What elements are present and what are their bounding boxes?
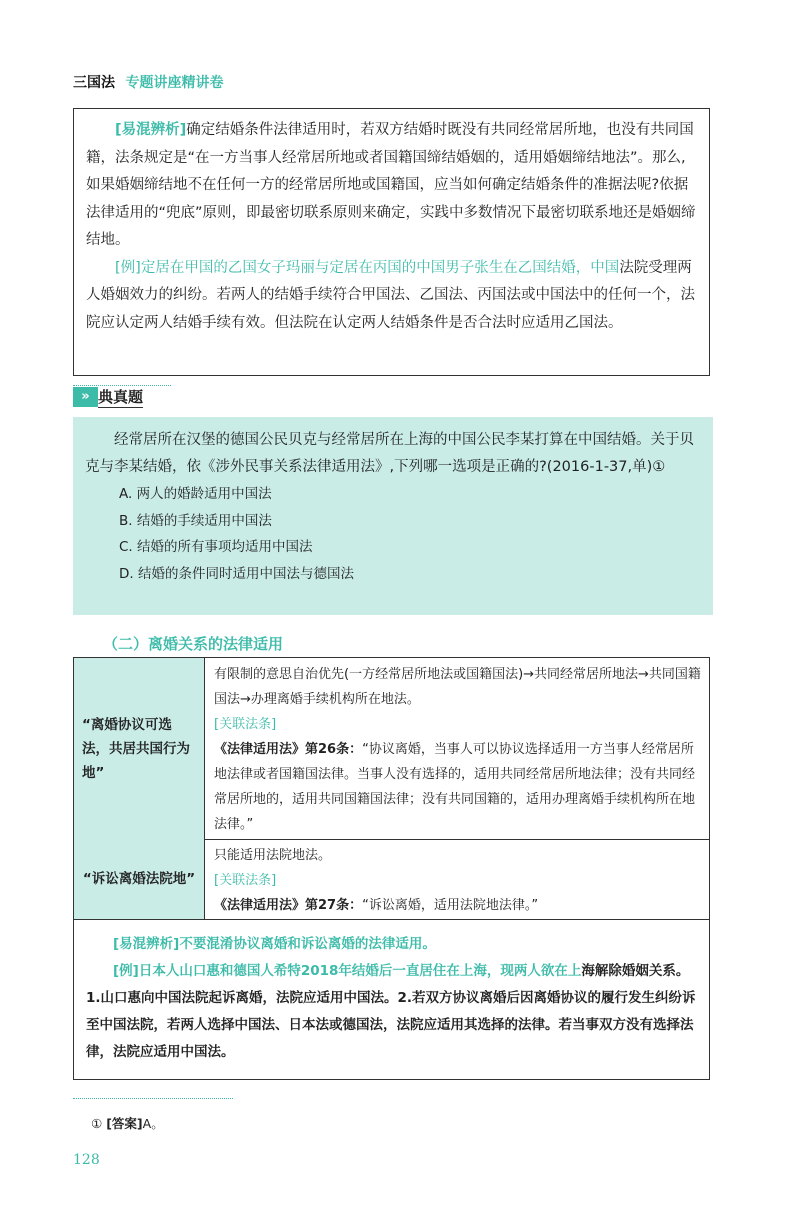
question-stem: 经常居所在汉堡的德国公民贝克与经常居所在上海的中国公民李某打算在中国结婚。关于贝克与李某结婚，依《涉外民事关系法律适用法》,下列哪一选项是正确的?(2016-1-37,单)①: [85, 432, 694, 475]
double-chevron-icon: »: [73, 387, 98, 407]
footnote-divider: [73, 1098, 233, 1099]
note-example-lead: [例]日本人山口惠和德国人希特2018年结婚后一直居住在上海，现两人欲在上: [113, 963, 582, 979]
law-citation: [214, 893, 703, 918]
footnote: [91, 1114, 164, 1132]
running-header: [73, 72, 223, 92]
related-law-tag: [关联法条]: [214, 717, 277, 732]
distinction-text: 确定结婚条件法律适用时，若双方结婚时既没有共同经常居所地，也没有共同国籍，法条规定是“在一方当事人经常居所地或者国籍国缔结婚姻的，适用婚姻缔结地法”。那么,如果婚姻缔结地不在任何一方的经常居所地或国籍国，应当如何确定结婚条件的准据法呢?依据法律适用的“兜底”原则，即最密切联系原则来确定，实践中多数情况下最密切联系地还是婚姻缔结地。: [86, 122, 696, 248]
rule-mnemonic: “诉讼离婚法院地”: [74, 839, 205, 919]
exam-question-box: [73, 417, 713, 615]
note-example-text: 海解除婚姻关系。1.山口惠向中国法院起诉离婚，法院应适用中国法。2.若双方协议离婚后因离婚协议的履行发生纠纷诉至中国法院，若两人选择中国法、日本法或德国法，法院应适用其选择的法律。若当事双方没有选择法律，法院应适用中国法。: [86, 963, 696, 1060]
option-d: D. 结婚的条件同时适用中国法与德国法: [119, 565, 354, 582]
distinction-tag: [易混辨析]: [115, 122, 187, 138]
footnote-text: A。: [142, 1116, 164, 1131]
law-quote: “诉讼离婚，适用法院地法律。”: [362, 898, 539, 913]
rule-mnemonic: “离婚协议可选法，共居共国行为地”: [74, 658, 205, 839]
rule-text: 有限制的意思自治优先(一方经常居所地法或国籍国法)→共同经常居所地法→共同国籍国法→办理离婚手续机构所在地法。: [214, 667, 701, 707]
table-note-row: [74, 919, 709, 1079]
distinction-paragraph: [86, 117, 699, 255]
table-row: [74, 839, 709, 920]
rule-detail: [206, 658, 709, 839]
example-paragraph: [86, 255, 699, 338]
rule-text: 只能适用法院地法。: [214, 848, 332, 863]
book-title: 三国法: [73, 75, 115, 91]
page-number: 128: [73, 1152, 100, 1168]
law-title: 《法律适用法》第27条：: [214, 898, 363, 913]
option-b: B. 结婚的手续适用中国法: [119, 512, 272, 529]
law-citation: [214, 737, 703, 837]
distinction-box: [73, 108, 710, 376]
related-law-tag: [关联法条]: [214, 873, 277, 888]
section-label: 典真题: [98, 388, 144, 406]
table-row: [74, 658, 709, 840]
footnote-mark: ①: [91, 1116, 103, 1131]
example-text: 法院受理两人婚姻效力的纠纷。若两人的结婚手续符合甲国法、乙国法、丙国法或中国法中的任何一个，法院应认定两人结婚手续有效。但法院在认定两人结婚条件是否合法时应适用乙国法。: [86, 259, 695, 331]
law-quote: “协议离婚，当事人可以协议选择适用一方当事人经常居所地法律或者国籍国法律。当事人没有选择的，适用共同经常居所地法律；没有共同经常居所地的，适用共同国籍国法律；没有共同国籍的，适用办理离婚手续机构所在地法律。”: [214, 742, 696, 832]
option-a: A. 两人的婚龄适用中国法: [119, 486, 272, 502]
note-distinction: [易混辨析]不要混淆协议离婚和诉讼离婚的法律适用。: [113, 936, 436, 952]
note-example: [86, 958, 699, 1066]
section-heading: [73, 386, 143, 412]
book-subtitle: 专题讲座精讲卷: [125, 75, 224, 91]
option-c: C. 结婚的所有事项均适用中国法: [119, 539, 313, 555]
footnote-label: [答案]: [106, 1116, 143, 1131]
divorce-law-table: [73, 657, 710, 1080]
subsection-heading: （二）离婚关系的法律适用: [103, 635, 284, 653]
rule-detail: [206, 839, 709, 919]
example-lead: [例]定居在甲国的乙国女子玛丽与定居在丙国的中国男子张生在乙国结婚，中国: [115, 259, 620, 276]
law-title: 《法律适用法》第26条：: [214, 742, 363, 757]
